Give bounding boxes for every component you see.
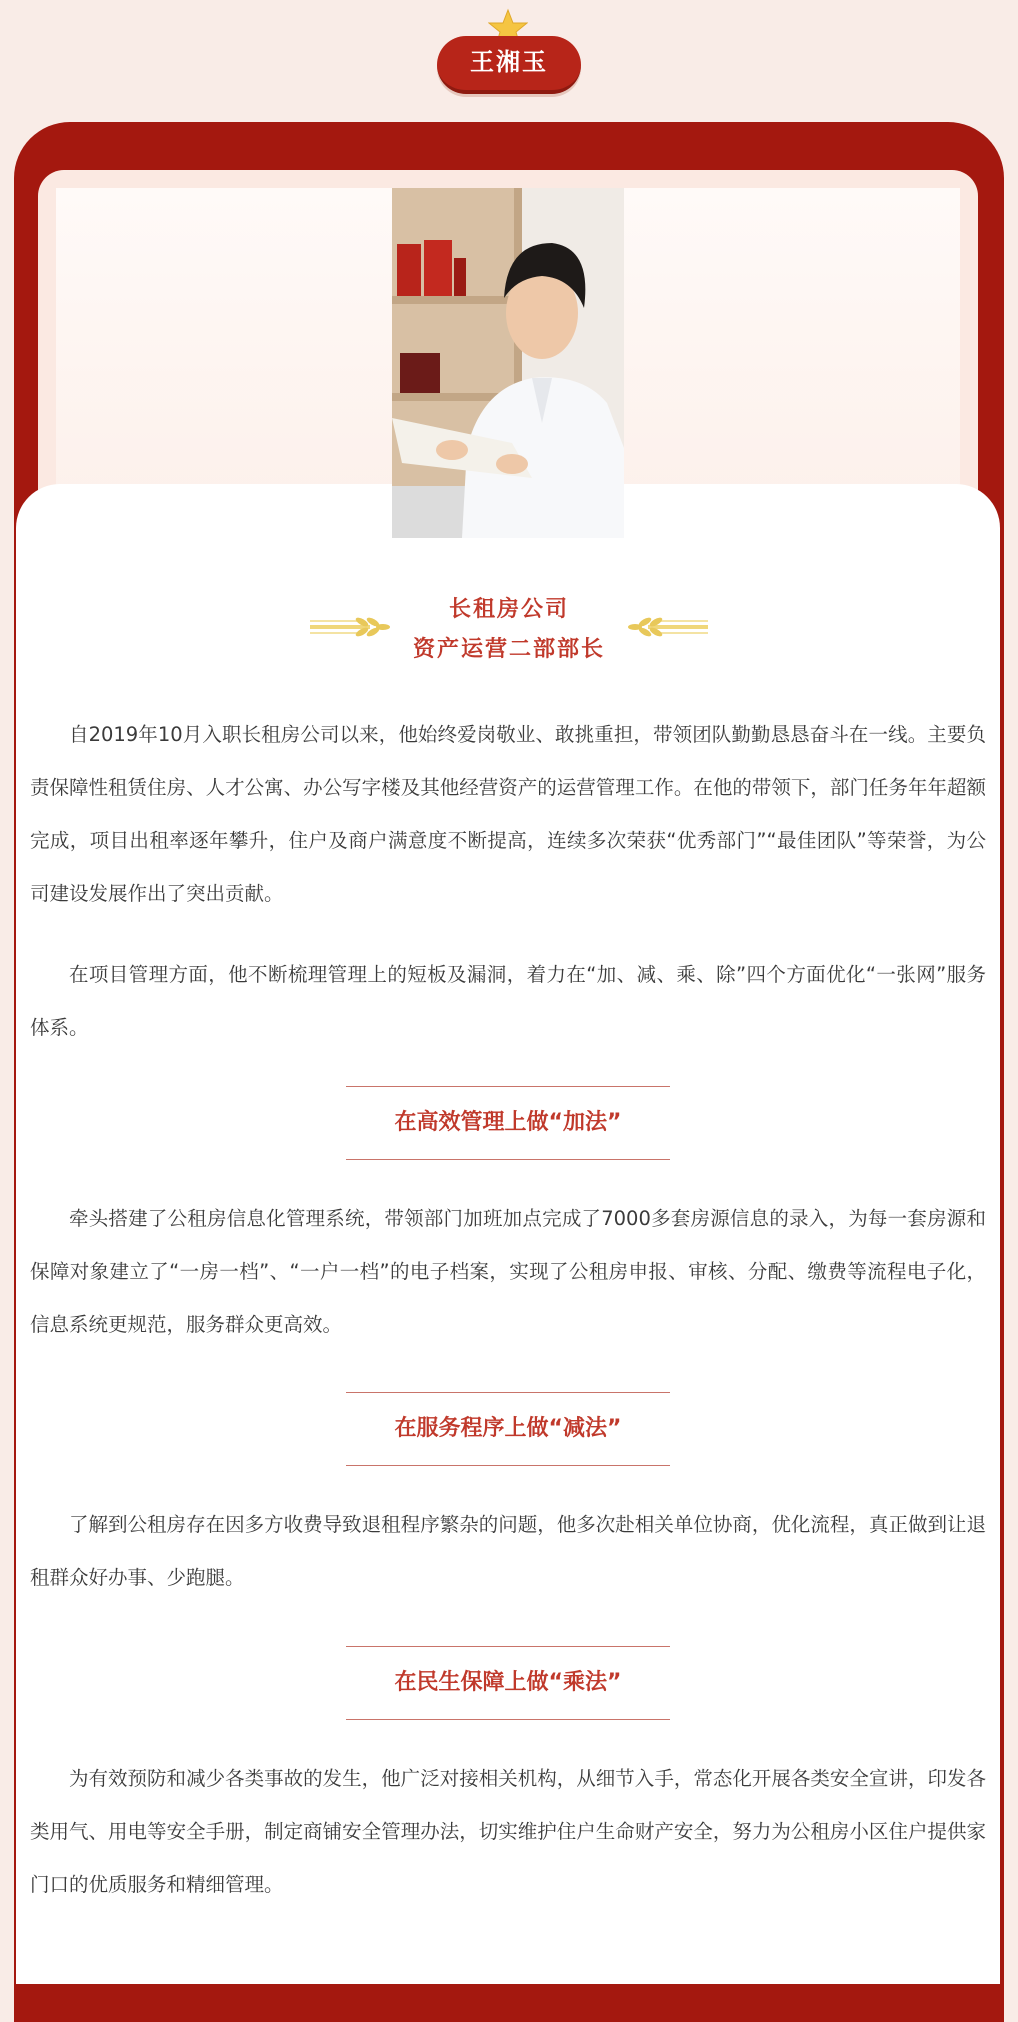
multiplication-paragraph: 为有效预防和减少各类事故的发生，他广泛对接相关机构，从细节入手，常态化开展各类安全宣讲，印发各类用气、用电等安全手册，制定商铺安全管理办法，切实维护住户生命财产安全，努力为公租房小区住户提供家门口的优质服务和精细管理。 [30, 1767, 986, 1896]
position-title: 资产运营二部部长 [412, 637, 605, 662]
subtraction-paragraph: 了解到公租房存在因多方收费导致退租程序繁杂的问题，他多次赴相关单位协商，优化流程，真正做到让退租群众好办事、少跑腿。 [30, 1513, 986, 1589]
section-heading-subtraction: 在服务程序上做“减法” [346, 1392, 670, 1466]
wheat-ornament-icon [628, 616, 708, 638]
section-heading-multiplication: 在民生保障上做“乘法” [346, 1646, 670, 1720]
job-title-block [0, 590, 1018, 670]
intro-paragraph: 自2019年10月入职长租房公司以来，他始终爱岗敬业、敢挑重担，带领团队勤勤恳恳奋斗在一线。主要负责保障性租赁住房、人才公寓、办公写字楼及其他经营资产的运营管理工作。在他的带领下，部门任务年年超额完成，项目出租率逐年攀升，住户及商户满意度不断提高，连续多次荣获“优秀部门”“最佳团队”等荣誉，为公司建设发展作出了突出贡献。 [30, 723, 986, 905]
person-name-badge: 王湘玉 [437, 36, 581, 94]
project-management-paragraph: 在项目管理方面，他不断梳理管理上的短板及漏洞，着力在“加、减、乘、除”四个方面优化“一张网”服务体系。 [30, 963, 986, 1039]
company-name: 长租房公司 [448, 597, 569, 622]
name-badge-area [0, 0, 1018, 100]
wheat-ornament-icon [310, 616, 390, 638]
portrait-photo [392, 188, 624, 538]
section-heading-addition: 在高效管理上做“加法” [346, 1086, 670, 1160]
addition-paragraph: 牵头搭建了公租房信息化管理系统，带领部门加班加点完成了7000多套房源信息的录入，为每一套房源和保障对象建立了“一房一档”、“一户一档”的电子档案，实现了公租房申报、审核、分配、缴费等流程电子化，信息系统更规范，服务群众更高效。 [30, 1207, 986, 1336]
